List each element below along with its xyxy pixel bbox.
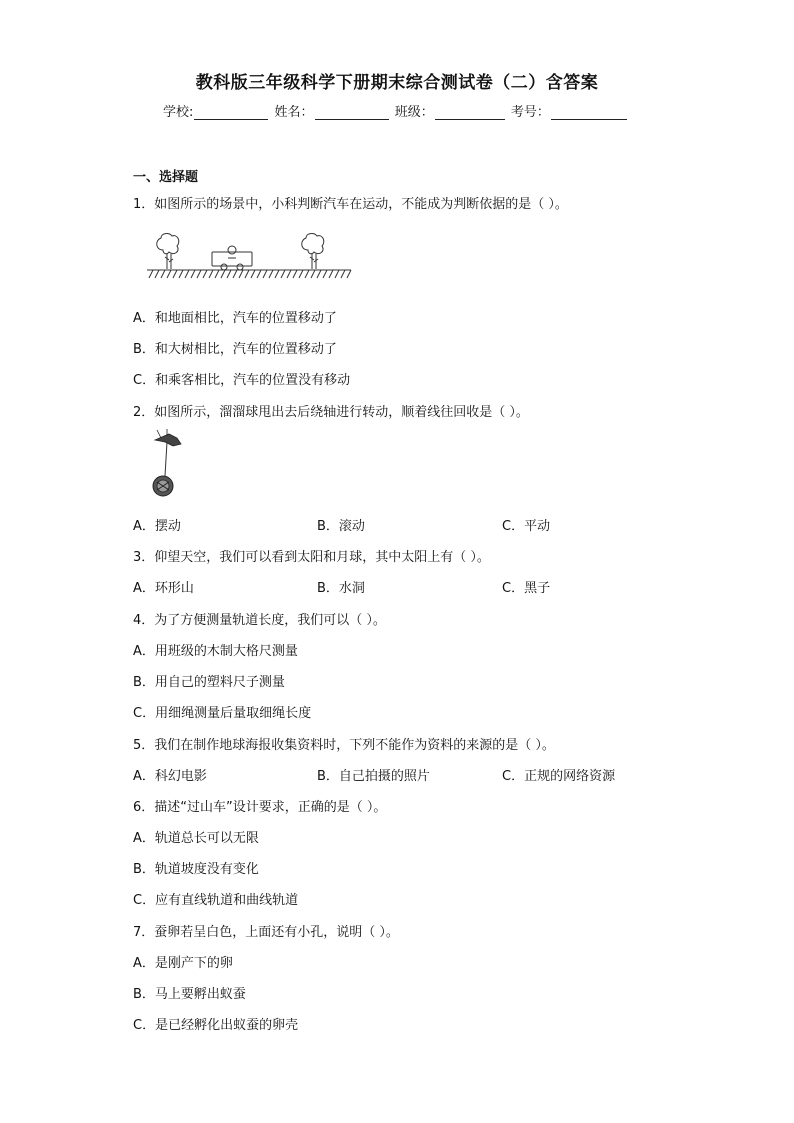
question-7-option-a[interactable]: A．是刚产下的卵	[133, 956, 233, 971]
question-6-stem: 6．描述“过山车”设计要求，正确的是（ ）。	[133, 800, 387, 815]
car-icon	[212, 246, 252, 270]
question-2-option-b[interactable]: B．滚动	[317, 519, 365, 534]
class-blank[interactable]	[435, 105, 505, 120]
question-4-option-a[interactable]: A．用班级的木制大格尺测量	[133, 644, 298, 659]
question-4-option-b[interactable]: B．用自己的塑料尺子测量	[133, 675, 285, 690]
school-label: 学校:	[163, 105, 194, 120]
question-1-option-a[interactable]: A．和地面相比，汽车的位置移动了	[133, 311, 337, 326]
question-3-option-a[interactable]: A．环形山	[133, 581, 194, 596]
tree-icon	[157, 234, 179, 269]
number-label: 考号：	[510, 105, 550, 120]
question-5-option-c[interactable]: C．正规的网络资源	[502, 769, 616, 784]
tree-icon	[302, 234, 324, 269]
school-blank[interactable]	[194, 105, 268, 120]
question-6-option-b[interactable]: B．轨道坡度没有变化	[133, 862, 259, 877]
question-5-option-a[interactable]: A．科幻电影	[133, 769, 207, 784]
question-5-stem: 5．我们在制作地球海报收集资料时，下列不能作为资料的来源的是（ ）。	[133, 738, 555, 753]
section-heading: 一、选择题	[133, 170, 199, 185]
question-7-option-b[interactable]: B．马上要孵出蚁蚕	[133, 987, 246, 1002]
question-3-option-b[interactable]: B．水洞	[317, 581, 365, 596]
question-1-stem: 1．如图所示的场景中，小科判断汽车在运动，不能成为判断依据的是（ ）。	[133, 197, 568, 212]
question-6-option-a[interactable]: A．轨道总长可以无限	[133, 831, 259, 846]
name-blank[interactable]	[315, 105, 389, 120]
question-3-option-c[interactable]: C．黑子	[502, 581, 551, 596]
yoyo-string	[165, 442, 167, 476]
question-3-stem: 3．仰望天空，我们可以看到太阳和月球，其中太阳上有（ ）。	[133, 550, 490, 565]
question-1-option-c[interactable]: C．和乘客相比，汽车的位置没有移动	[133, 373, 351, 388]
yoyo-icon	[153, 476, 173, 496]
yoyo-figure	[143, 428, 193, 500]
hand-icon	[155, 429, 181, 446]
ground-line	[147, 270, 351, 278]
student-info-line	[163, 101, 629, 120]
question-2-option-c[interactable]: C．平动	[502, 519, 551, 534]
class-label: 班级：	[394, 105, 434, 120]
question-4-option-c[interactable]: C．用细绳测量后量取细绳长度	[133, 706, 312, 721]
question-7-option-c[interactable]: C．是已经孵化出蚁蚕的卵壳	[133, 1018, 299, 1033]
question-6-option-c[interactable]: C．应有直线轨道和曲线轨道	[133, 893, 299, 908]
question-7-stem: 7．蚕卵若呈白色，上面还有小孔，说明（ ）。	[133, 925, 399, 940]
number-blank[interactable]	[551, 105, 627, 120]
car-and-trees-figure	[145, 232, 353, 280]
name-label: 姓名：	[274, 105, 314, 120]
question-2-option-a[interactable]: A．摆动	[133, 519, 181, 534]
question-2-stem: 2．如图所示，溜溜球甩出去后绕轴进行转动，顺着线往回收是（ ）。	[133, 405, 529, 420]
question-4-stem: 4．为了方便测量轨道长度，我们可以（ ）。	[133, 613, 386, 628]
question-5-option-b[interactable]: B．自己拍摄的照片	[317, 769, 430, 784]
page-title: 教科版三年级科学下册期末综合测试卷（二）含答案	[195, 73, 599, 93]
question-1-option-b[interactable]: B．和大树相比，汽车的位置移动了	[133, 342, 337, 357]
